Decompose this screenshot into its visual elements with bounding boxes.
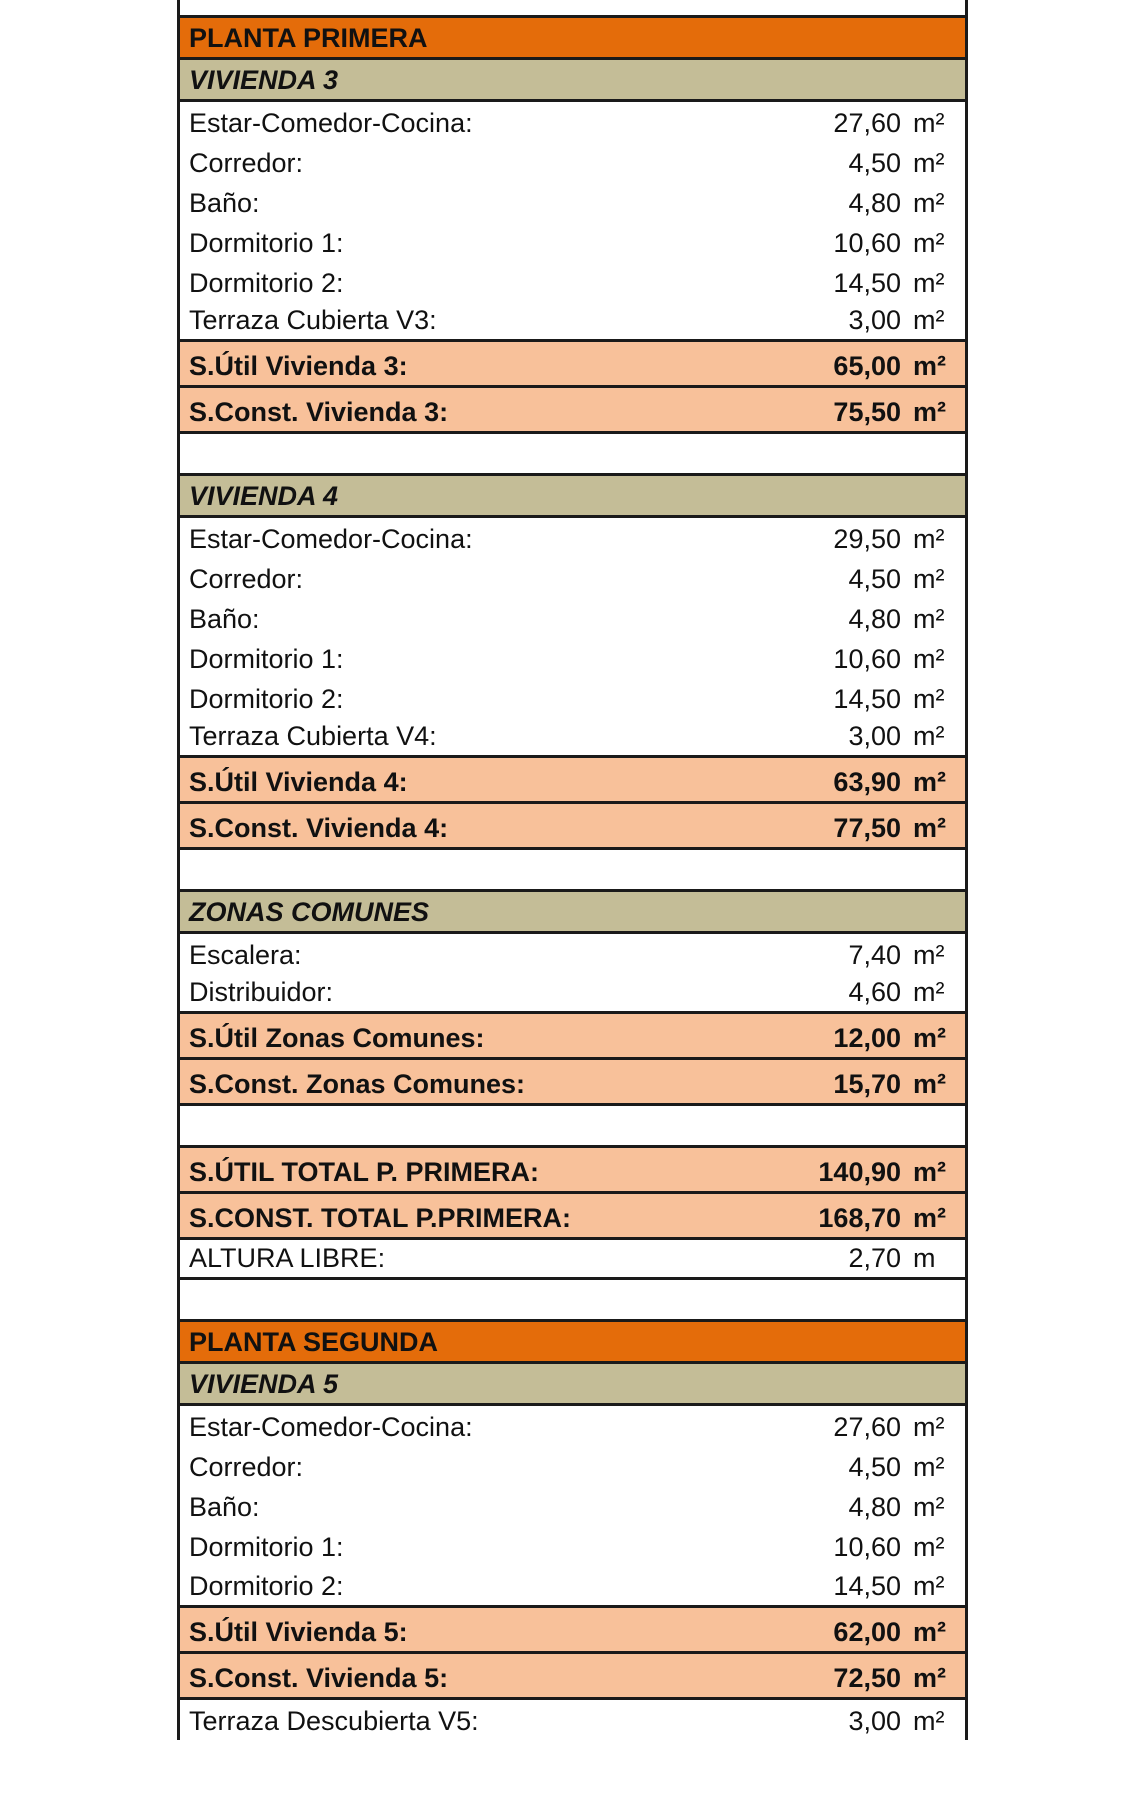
row-label: Estar-Comedor-Cocina:: [189, 108, 473, 138]
spacer-row: [180, 850, 965, 892]
row-value: 4,50: [848, 148, 901, 178]
total-value: 62,00: [833, 1617, 901, 1647]
unit-header-vivienda-5: [180, 1364, 965, 1406]
total-row-const-vivienda-4: [180, 804, 965, 850]
row-label: Baño:: [189, 604, 260, 634]
row-unit: m²: [913, 1532, 945, 1562]
row-label: Terraza Cubierta V4:: [189, 721, 437, 751]
total-unit: m²: [913, 1069, 946, 1099]
row-value: 3,00: [848, 721, 901, 751]
spacer-row: [180, 0, 965, 18]
table-row: [180, 598, 965, 638]
floor-header-segunda: [180, 1322, 965, 1364]
table-row: [180, 718, 965, 758]
row-unit: m²: [913, 1571, 945, 1601]
row-unit: m²: [913, 977, 945, 1007]
table-row: [180, 558, 965, 598]
row-unit: m²: [913, 564, 945, 594]
total-value: 72,50: [833, 1663, 901, 1693]
spacer-row: [180, 434, 965, 476]
row-value: 14,50: [833, 684, 901, 714]
total-label: S.ÚTIL TOTAL P. PRIMERA:: [189, 1157, 540, 1187]
table-row: [180, 1566, 965, 1608]
unit-title: VIVIENDA 5: [189, 1369, 339, 1399]
table-row: [180, 974, 965, 1014]
total-label: S.Const. Vivienda 5:: [189, 1663, 449, 1693]
total-label: S.Const. Vivienda 3:: [189, 397, 449, 427]
row-unit: m²: [913, 604, 945, 634]
row-value: 4,50: [848, 564, 901, 594]
row-unit: m²: [913, 188, 945, 218]
row-label: Distribuidor:: [189, 977, 334, 1007]
total-label: S.Útil Vivienda 3:: [189, 351, 408, 381]
row-value: 2,70: [848, 1243, 901, 1273]
total-row-util-vivienda-3: [180, 342, 965, 388]
row-unit: m²: [913, 524, 945, 554]
table-row: [180, 1446, 965, 1486]
row-value: 27,60: [833, 108, 901, 138]
total-value: 65,00: [833, 351, 901, 381]
row-unit: m²: [913, 644, 945, 674]
surface-table: [177, 0, 968, 1740]
row-unit: m²: [913, 305, 945, 335]
table-row: [180, 518, 965, 558]
row-value: 3,00: [848, 1706, 901, 1736]
row-label: Corredor:: [189, 1452, 304, 1482]
total-row-const-vivienda-3: [180, 388, 965, 434]
total-value: 63,90: [833, 767, 901, 797]
total-label: S.Const. Zonas Comunes:: [189, 1069, 526, 1099]
row-value: 7,40: [848, 940, 901, 970]
total-unit: m²: [913, 1157, 946, 1187]
row-label: Dormitorio 1:: [189, 1532, 344, 1562]
row-label: Escalera:: [189, 940, 302, 970]
spacer-row: [180, 1106, 965, 1148]
row-value: 4,60: [848, 977, 901, 1007]
row-unit: m²: [913, 1452, 945, 1482]
row-label: Baño:: [189, 1492, 260, 1522]
table-row: [180, 182, 965, 222]
row-value: 4,80: [848, 188, 901, 218]
total-unit: m²: [913, 1023, 946, 1053]
spacer-row: [180, 1280, 965, 1322]
row-label: Corredor:: [189, 148, 304, 178]
total-unit: m²: [913, 351, 946, 381]
total-unit: m²: [913, 397, 946, 427]
floor-title: PLANTA SEGUNDA: [189, 1327, 438, 1357]
total-row-const-vivienda-5: [180, 1654, 965, 1700]
table-row: [180, 142, 965, 182]
row-label: Dormitorio 2:: [189, 268, 344, 298]
table-row: [180, 102, 965, 142]
row-label: Corredor:: [189, 564, 304, 594]
total-label: S.Const. Vivienda 4:: [189, 813, 449, 843]
unit-header-vivienda-3: [180, 60, 965, 102]
table-row: [180, 678, 965, 718]
total-value: 75,50: [833, 397, 901, 427]
row-value: 4,80: [848, 604, 901, 634]
total-unit: m²: [913, 1617, 946, 1647]
row-unit: m²: [913, 1412, 945, 1442]
total-label: S.CONST. TOTAL P.PRIMERA:: [189, 1203, 572, 1233]
altura-libre-row: [180, 1240, 965, 1280]
total-value: 15,70: [833, 1069, 901, 1099]
row-value: 29,50: [833, 524, 901, 554]
floor-header-primera: [180, 18, 965, 60]
total-value: 140,90: [818, 1157, 901, 1187]
row-label: Dormitorio 1:: [189, 228, 344, 258]
unit-title: VIVIENDA 4: [189, 481, 339, 511]
row-value: 14,50: [833, 268, 901, 298]
total-row-util-planta-primera: [180, 1148, 965, 1194]
row-unit: m²: [913, 1706, 945, 1736]
row-unit: m²: [913, 684, 945, 714]
total-label: S.Útil Vivienda 4:: [189, 767, 408, 797]
total-row-util-vivienda-4: [180, 758, 965, 804]
table-row: [180, 638, 965, 678]
row-unit: m²: [913, 940, 945, 970]
row-value: 10,60: [833, 644, 901, 674]
total-row-util-zonas-comunes: [180, 1014, 965, 1060]
row-label: Dormitorio 2:: [189, 684, 344, 714]
table-row: [180, 1700, 965, 1740]
row-label: Baño:: [189, 188, 260, 218]
total-label: S.Útil Vivienda 5:: [189, 1617, 408, 1647]
row-label: Terraza Cubierta V3:: [189, 305, 437, 335]
floor-title: PLANTA PRIMERA: [189, 23, 428, 53]
row-unit: m²: [913, 721, 945, 751]
row-value: 3,00: [848, 305, 901, 335]
total-value: 168,70: [818, 1203, 901, 1233]
total-unit: m²: [913, 1203, 946, 1233]
table-row: [180, 1526, 965, 1566]
total-value: 77,50: [833, 813, 901, 843]
table-row: [180, 1406, 965, 1446]
table-row: [180, 222, 965, 262]
row-unit: m²: [913, 148, 945, 178]
row-unit: m²: [913, 268, 945, 298]
total-unit: m²: [913, 813, 946, 843]
row-value: 14,50: [833, 1571, 901, 1601]
table-row: [180, 262, 965, 302]
row-label: Estar-Comedor-Cocina:: [189, 1412, 473, 1442]
row-value: 4,50: [848, 1452, 901, 1482]
row-unit: m: [913, 1243, 936, 1273]
row-label: Terraza Descubierta V5:: [189, 1706, 479, 1736]
total-unit: m²: [913, 767, 946, 797]
row-value: 10,60: [833, 228, 901, 258]
row-value: 27,60: [833, 1412, 901, 1442]
row-unit: m²: [913, 108, 945, 138]
total-row-util-vivienda-5: [180, 1608, 965, 1654]
row-label: Estar-Comedor-Cocina:: [189, 524, 473, 554]
total-row-const-planta-primera: [180, 1194, 965, 1240]
table-row: [180, 1486, 965, 1526]
unit-title: VIVIENDA 3: [189, 65, 339, 95]
total-label: S.Útil Zonas Comunes:: [189, 1023, 485, 1053]
unit-title: ZONAS COMUNES: [189, 897, 430, 927]
unit-header-vivienda-4: [180, 476, 965, 518]
row-label: Dormitorio 2:: [189, 1571, 344, 1601]
row-value: 4,80: [848, 1492, 901, 1522]
unit-header-zonas-comunes: [180, 892, 965, 934]
row-unit: m²: [913, 1492, 945, 1522]
table-row: [180, 302, 965, 342]
total-row-const-zonas-comunes: [180, 1060, 965, 1106]
row-unit: m²: [913, 228, 945, 258]
table-row: [180, 934, 965, 974]
row-label: Dormitorio 1:: [189, 644, 344, 674]
total-value: 12,00: [833, 1023, 901, 1053]
total-unit: m²: [913, 1663, 946, 1693]
row-value: 10,60: [833, 1532, 901, 1562]
row-label: ALTURA LIBRE:: [189, 1243, 386, 1273]
